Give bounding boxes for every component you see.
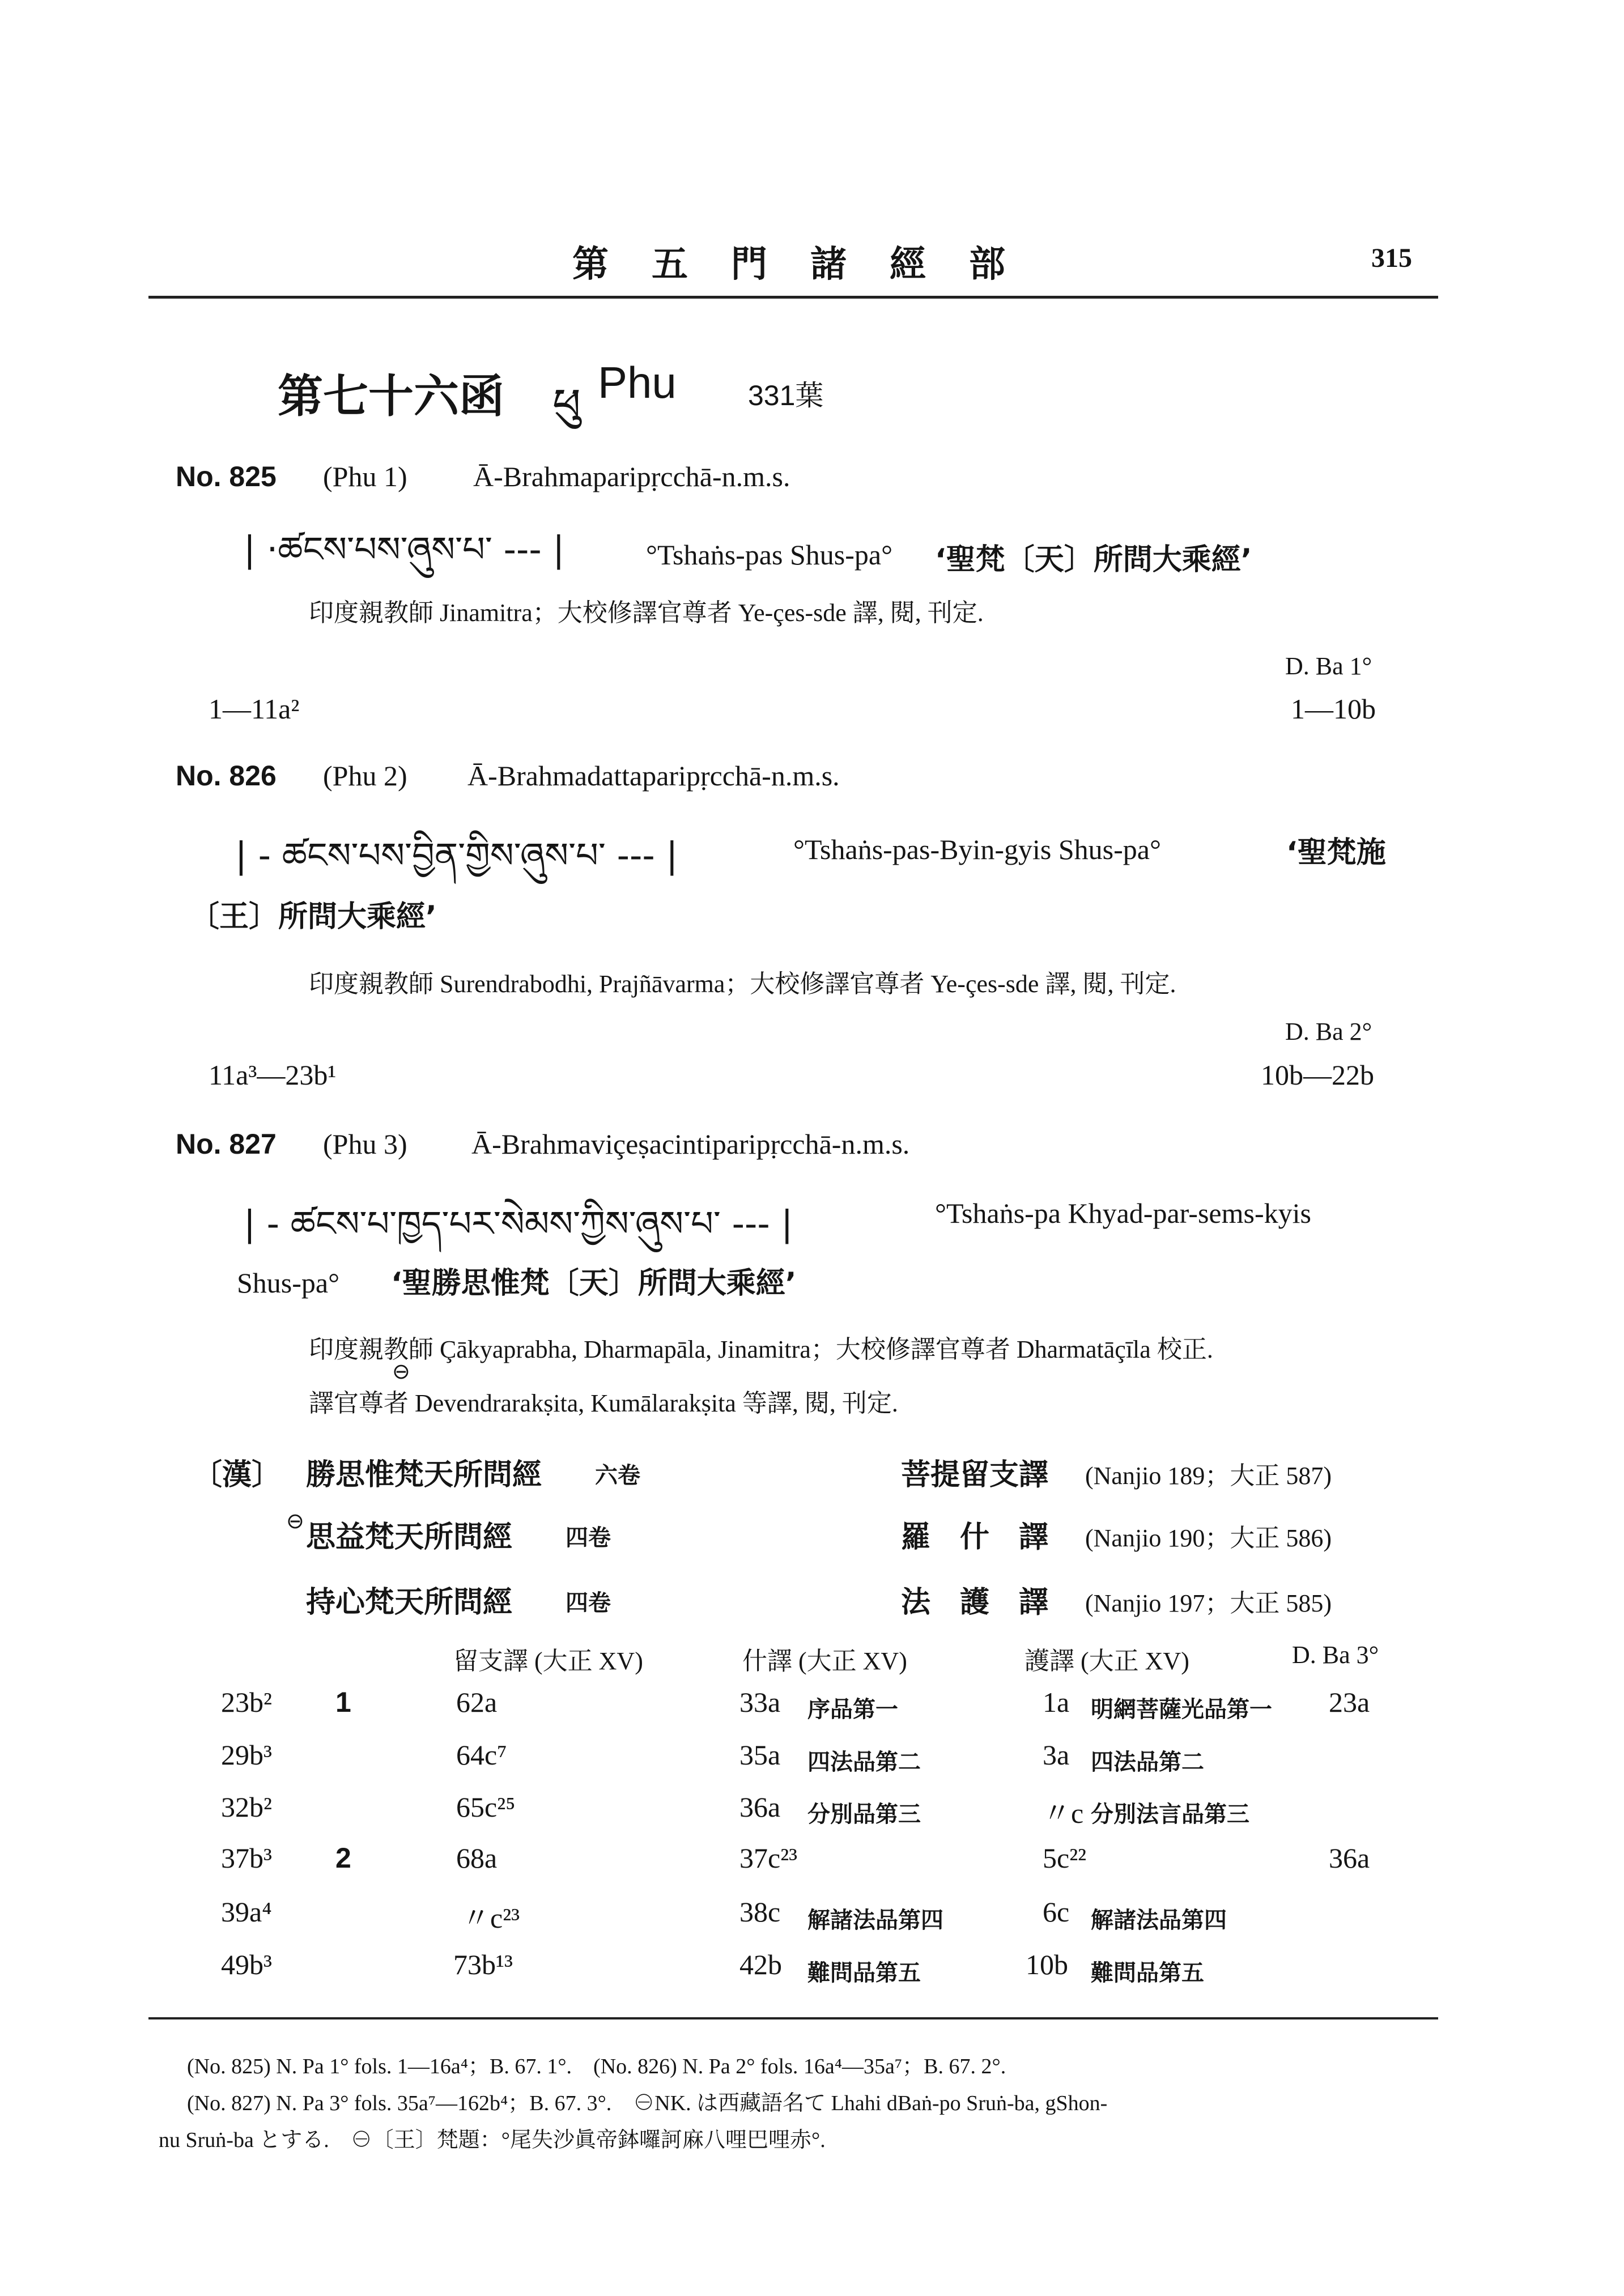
cell-shi: 35a [739,1739,781,1771]
cell-tibetan-folio: 39a⁴ [221,1896,272,1928]
chinese-title-part1: ‘聖梵施 [1286,836,1386,870]
header-rule [148,296,1438,299]
cell-tibetan-folio: 37b³ [221,1842,272,1874]
folio-range-right: 10b—22b [1261,1059,1374,1091]
version-ref: (Nanjio 189；大正 587) [1085,1462,1332,1490]
version-title: 思益梵天所問經 [306,1520,513,1554]
page-number: 315 [1371,243,1412,273]
version-fascicles: 六卷 [595,1462,640,1489]
cell-tibetan-folio: 29b³ [221,1739,272,1771]
volume-leaves: 331葉 [748,380,824,411]
cell-derge: 36a [1329,1842,1370,1874]
cell-liuzhi: 62a [456,1686,498,1718]
version-ref: (Nanjio 197；大正 585) [1085,1589,1332,1617]
cell-shi: 33a [739,1686,781,1718]
cell-shi-chapter: 難問品第五 [807,1960,921,1986]
column-header: D. Ba 3° [1292,1641,1379,1669]
transliteration: °Tshaṅs-pas-Byin-gyis Shus-pa° [793,834,1161,865]
sanskrit-title: Ā-Brahmaviçeṣacintiparipṛcchā-n.m.s. [471,1128,910,1160]
chinese-title: ‘聖梵〔天〕所問大乘經’ [935,543,1252,577]
tibetan-title: | - ཚངས་པས་བྱིན་གྱིས་ཞུས་པ་ --- | [235,835,678,876]
footnote-line: (No. 827) N. Pa 3° fols. 35a⁷—162b⁴；B. 67. 3°. ⊖NK. は西藏語名て Lhahi dBaṅ-po Sruṅ-ba, gShon- [187,2091,1108,2115]
cell-hu: 3a [1043,1739,1070,1771]
version-ref: (Nanjio 190；大正 586) [1085,1524,1332,1552]
chinese-title-part2: 〔王〕所問大乘經’ [190,900,437,934]
cell-liuzhi: 68a [456,1842,498,1874]
bracket-label: 〔漢〕 [193,1458,282,1492]
cell-hu-chapter: 難問品第五 [1091,1960,1204,1986]
version-title: 勝思惟梵天所問經 [306,1458,542,1492]
sanskrit-title: Ā-Brahmaparipṛcchā-n.m.s. [473,461,790,492]
entry-ref: (Phu 3) [323,1128,407,1160]
column-header: 什譯 (大正 XV) [742,1647,907,1675]
cell-derge: 23a [1329,1686,1370,1718]
entry-ref: (Phu 1) [323,461,407,492]
volume-title: 第七十六函 [278,370,504,423]
cell-shi: 36a [739,1791,781,1823]
translators: 印度親教師 Surendrabodhi, Prajñāvarma；大校修譯官尊者 Ye-çes-sde 譯, 閱, 刊定. [309,970,1176,998]
footnote-line: nu Sruṅ-ba とする. ⊖〔王〕梵題：°尾失沙眞帝鉢囉訶麻八哩巴哩赤°. [159,2128,826,2152]
transliteration: °Tshaṅs-pas Shus-pa° [646,539,893,571]
cell-hu-chapter: 四法品第二 [1091,1749,1204,1775]
folio-range-right: 1—10b [1291,693,1376,725]
version-translator: 羅 什 譯 [901,1520,1049,1554]
entry-ref: (Phu 2) [323,760,407,792]
cell-hu-chapter: 分別法言品第三 [1091,1801,1249,1827]
circle-mark: ⊖ [286,1510,304,1533]
translators-line2: 譯官尊者 Devendrarakṣita, Kumālarakṣita 等譯, 閱, 刊定. [309,1389,898,1417]
cell-shi-chapter: 序品第一 [807,1697,898,1723]
sanskrit-title: Ā-Brahmadattaparipṛcchā-n.m.s. [467,760,840,792]
version-fascicles: 四卷 [566,1525,611,1551]
version-translator: 法 護 譯 [901,1585,1049,1619]
cell-fascicle: 2 [335,1842,351,1874]
circle-mark: ⊖ [392,1360,410,1384]
cell-fascicle: 1 [335,1686,351,1718]
cell-liuzhi: 64c⁷ [456,1739,507,1771]
footnote-line: (No. 825) N. Pa 1° fols. 1—16a⁴；B. 67. 1°. (No. 826) N. Pa 2° fols. 16a⁴—35a⁷；B. 67. 2°. [187,2055,1006,2078]
cell-shi: 42b [739,1949,782,1980]
version-fascicles: 四卷 [566,1590,611,1616]
cell-shi-chapter: 解諸法品第四 [807,1907,943,1933]
cell-liuzhi: 〃c²³ [462,1902,520,1934]
entry-number: No. 826 [176,760,277,792]
folio-range-left: 11a³—23b¹ [209,1059,337,1091]
cell-shi: 38c [739,1896,781,1928]
version-title: 持心梵天所問經 [306,1585,513,1619]
derge-ref: D. Ba 1° [1285,652,1372,680]
cell-tibetan-folio: 23b² [221,1686,272,1718]
tibetan-title: | - ཚངས་པ་ཁྱད་པར་སེམས་ཀྱིས་ཞུས་པ་ --- | [244,1203,793,1244]
cell-tibetan-folio: 49b³ [221,1949,272,1980]
translators: 印度親教師 Jinamitra；大校修譯官尊者 Ye-çes-sde 譯, 閱, 刊定. [309,599,984,627]
cell-hu: 〃c [1043,1797,1084,1829]
translators-line1: 印度親教師 Çākyaprabha, Dharmapāla, Jinamitra；大校修譯官尊者 Dharmatāçīla 校正. [309,1336,1213,1363]
cell-hu: 10b [1026,1949,1068,1980]
chinese-title: ‘聖勝思惟梵〔天〕所問大乘經’ [391,1266,797,1300]
version-translator: 菩提留支譯 [901,1458,1049,1492]
folio-range-left: 1—11a² [209,693,300,725]
tibetan-title: | ·ཚངས་པས་ཞུས་པ་ --- | [244,529,565,570]
transliteration-part1: °Tshaṅs-pa Khyad-par-sems-kyis [935,1197,1311,1229]
cell-hu: 6c [1043,1896,1070,1928]
column-header: 護譯 (大正 XV) [1024,1647,1189,1675]
column-header: 留支譯 (大正 XV) [453,1647,643,1675]
transliteration-part2: Shus-pa° [237,1267,340,1299]
cell-shi-chapter: 四法品第二 [807,1749,921,1775]
cell-hu-chapter: 解諸法品第四 [1091,1907,1227,1933]
cell-hu: 5c²² [1043,1842,1087,1874]
cell-hu: 1a [1043,1686,1070,1718]
volume-tibetan-letter: ཕུ [552,380,581,431]
entry-number: No. 825 [176,461,277,492]
cell-tibetan-folio: 32b² [221,1791,272,1823]
cell-liuzhi: 65c²⁵ [456,1791,516,1823]
cell-shi: 37c²³ [739,1842,798,1874]
entry-number: No. 827 [176,1128,277,1160]
derge-ref: D. Ba 2° [1285,1018,1372,1045]
cell-hu-chapter: 明網菩薩光品第一 [1091,1697,1272,1723]
footnote-rule [148,2017,1438,2019]
volume-name: Phu [598,358,677,407]
running-header: 第 五 門 諸 經 部 [572,243,1009,286]
cell-shi-chapter: 分別品第三 [807,1801,921,1827]
cell-liuzhi: 73b¹³ [453,1949,513,1980]
